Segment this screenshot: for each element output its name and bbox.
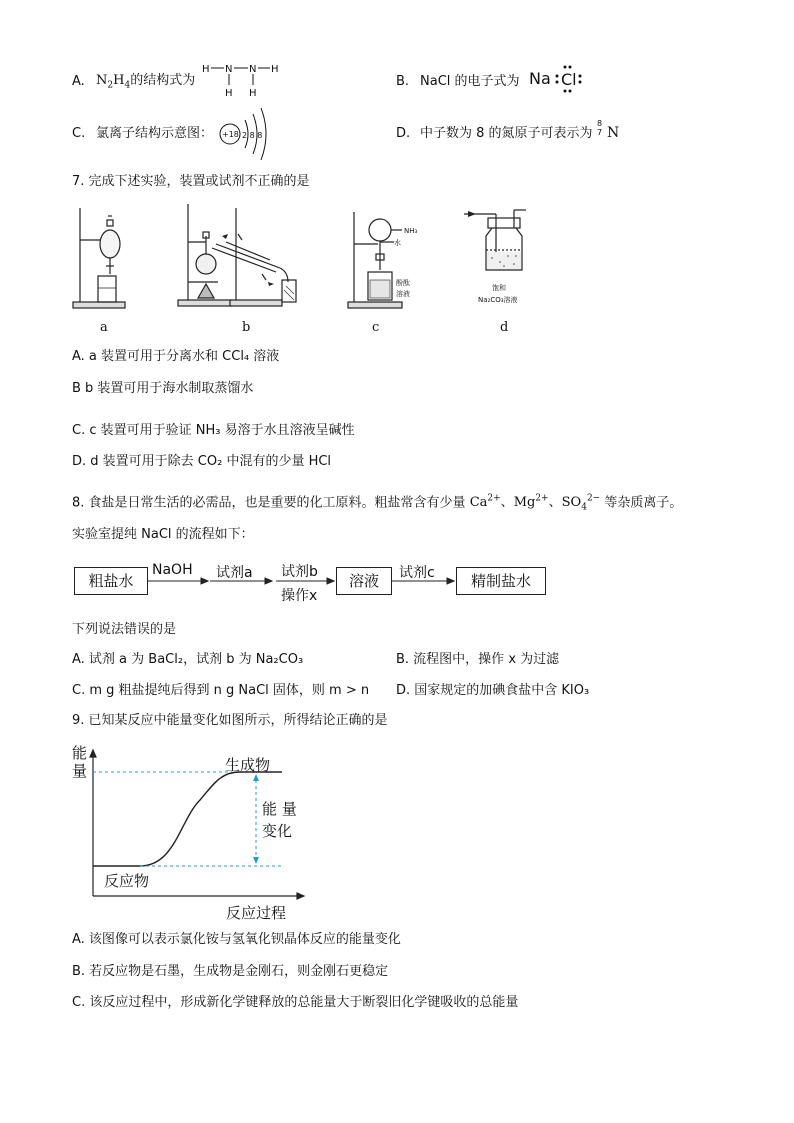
q8-option-c: C. m g 粗盐提纯后得到 n g NaCl 固体，则 m > n [72,683,370,698]
energy-curve [93,772,282,866]
nuclide-symbol: N [607,125,620,141]
saturated-label: 饱和 [492,284,506,292]
q6-option-a-label: A. [72,74,85,89]
x-axis-arrow [297,893,304,899]
q6-option-d-label: D. [396,126,411,141]
q8-option-a: A. 试剂 a 为 BaCl₂，试剂 b 为 Na₂CO₃ [72,652,304,667]
apparatus-label-d: d [500,320,509,335]
solution-label: 溶液 [396,290,410,298]
phenolphthalein-label: 酚酞 [396,279,410,287]
q7-option-b: B b 装置可用于海水制取蒸馏水 [72,381,254,396]
energy-arrow-down [253,857,259,864]
nh3-label: NH₃ [404,227,418,235]
q9-stem: 9. 已知某反应中能量变化如图所示，所得结论正确的是 [72,713,388,728]
apparatus-label-a: a [100,320,108,335]
nacl-electron-formula: Na [529,69,551,88]
q6-option-c-label: C. [72,126,86,141]
shell-electrons: 2 8 8 [242,131,263,140]
energy-change-label-2: 变化 [262,822,293,840]
q7-option-a: A. a 装置可用于分离水和 CCl₄ 溶液 [72,349,280,364]
q8-question: 下列说法错误的是 [72,622,177,637]
flow-label-naoh: NaOH [152,562,193,578]
q6-option-d-text: 中子数为 8 的氮原子可表示为 [420,126,593,141]
flow-box-crude-brine: 粗盐水 [74,567,148,595]
energy-arrow-up [253,774,259,781]
flow-box-refined-brine: 精制盐水 [456,567,546,595]
energy-change-label-1: 能 量 [262,800,297,818]
reaction-process-axis-label: 反应过程 [226,904,287,922]
q8-option-d: D. 国家规定的加碘食盐中含 KIO₃ [396,683,590,698]
q8-option-b: B. 流程图中，操作 x 为过滤 [396,652,560,667]
h-atom-left: H [202,64,210,75]
q8-stem-line1: 8. 食盐是日常生活的必需品，也是重要的化工原料。粗盐常含有少量 $Ca^{2+}$、$Mg^{2+}$、$SO_4^{2-}$ 等杂质离子。 [72,494,683,513]
energy-axis-label-2: 量 [72,762,88,780]
n-atom-2: N [249,64,257,75]
flow-label-reagent-b: 试剂b [281,564,318,580]
q9-option-c: C. 该反应过程中，形成新化学键释放的总能量大于断裂旧化学键吸收的总能量 [72,995,519,1010]
reactant-label: 反应物 [104,872,150,890]
apparatus-label-c: c [372,320,380,335]
na2co3-label: Na₂CO₃溶液 [478,296,518,304]
nuclide-notation: 8 7 [597,119,603,137]
q7-stem: 7. 完成下述实验，装置或试剂不正确的是 [72,174,310,189]
nucleus-charge: +18 [222,130,239,139]
y-axis-arrow [90,750,96,757]
h-atom-bottom-2: H [249,88,257,99]
q6-option-b-text: NaCl 的电子式为 [420,74,520,89]
q6-option-c-text: 氯离子结构示意图： [96,126,214,141]
q7-option-d: D. d 装置可用于除去 CO₂ 中混有的少量 HCl [72,454,332,469]
flow-label-operation-x: 操作x [281,588,318,604]
n-atom-1: N [225,64,233,75]
q9-option-a: A. 该图像可以表示氯化铵与氢氧化钡晶体反应的能量变化 [72,932,401,947]
q8-stem-line2: 实验室提纯 NaCl 的流程如下： [72,527,254,542]
energy-axis-label-1: 能 [72,744,88,762]
q6-option-b-label: B. [396,74,410,89]
q7-option-c: C. c 装置可用于验证 NH₃ 易溶于水且溶液呈碱性 [72,423,355,438]
flow-label-reagent-a: 试剂a [216,565,253,581]
flow-box-solution: 溶液 [336,567,392,595]
h-atom-right: H [271,64,279,75]
q9-option-b: B. 若反应物是石墨，生成物是金刚石，则金刚石更稳定 [72,964,389,979]
apparatus-label-b: b [242,320,251,335]
water-label: 水 [394,239,401,247]
h-atom-bottom-1: H [225,88,233,99]
cl-symbol: Cl [561,70,577,89]
q6-option-a-formula: $N_2H_4$的结构式为 [96,73,196,91]
flow-label-reagent-c: 试剂c [399,565,435,581]
product-label: 生成物 [225,756,271,774]
